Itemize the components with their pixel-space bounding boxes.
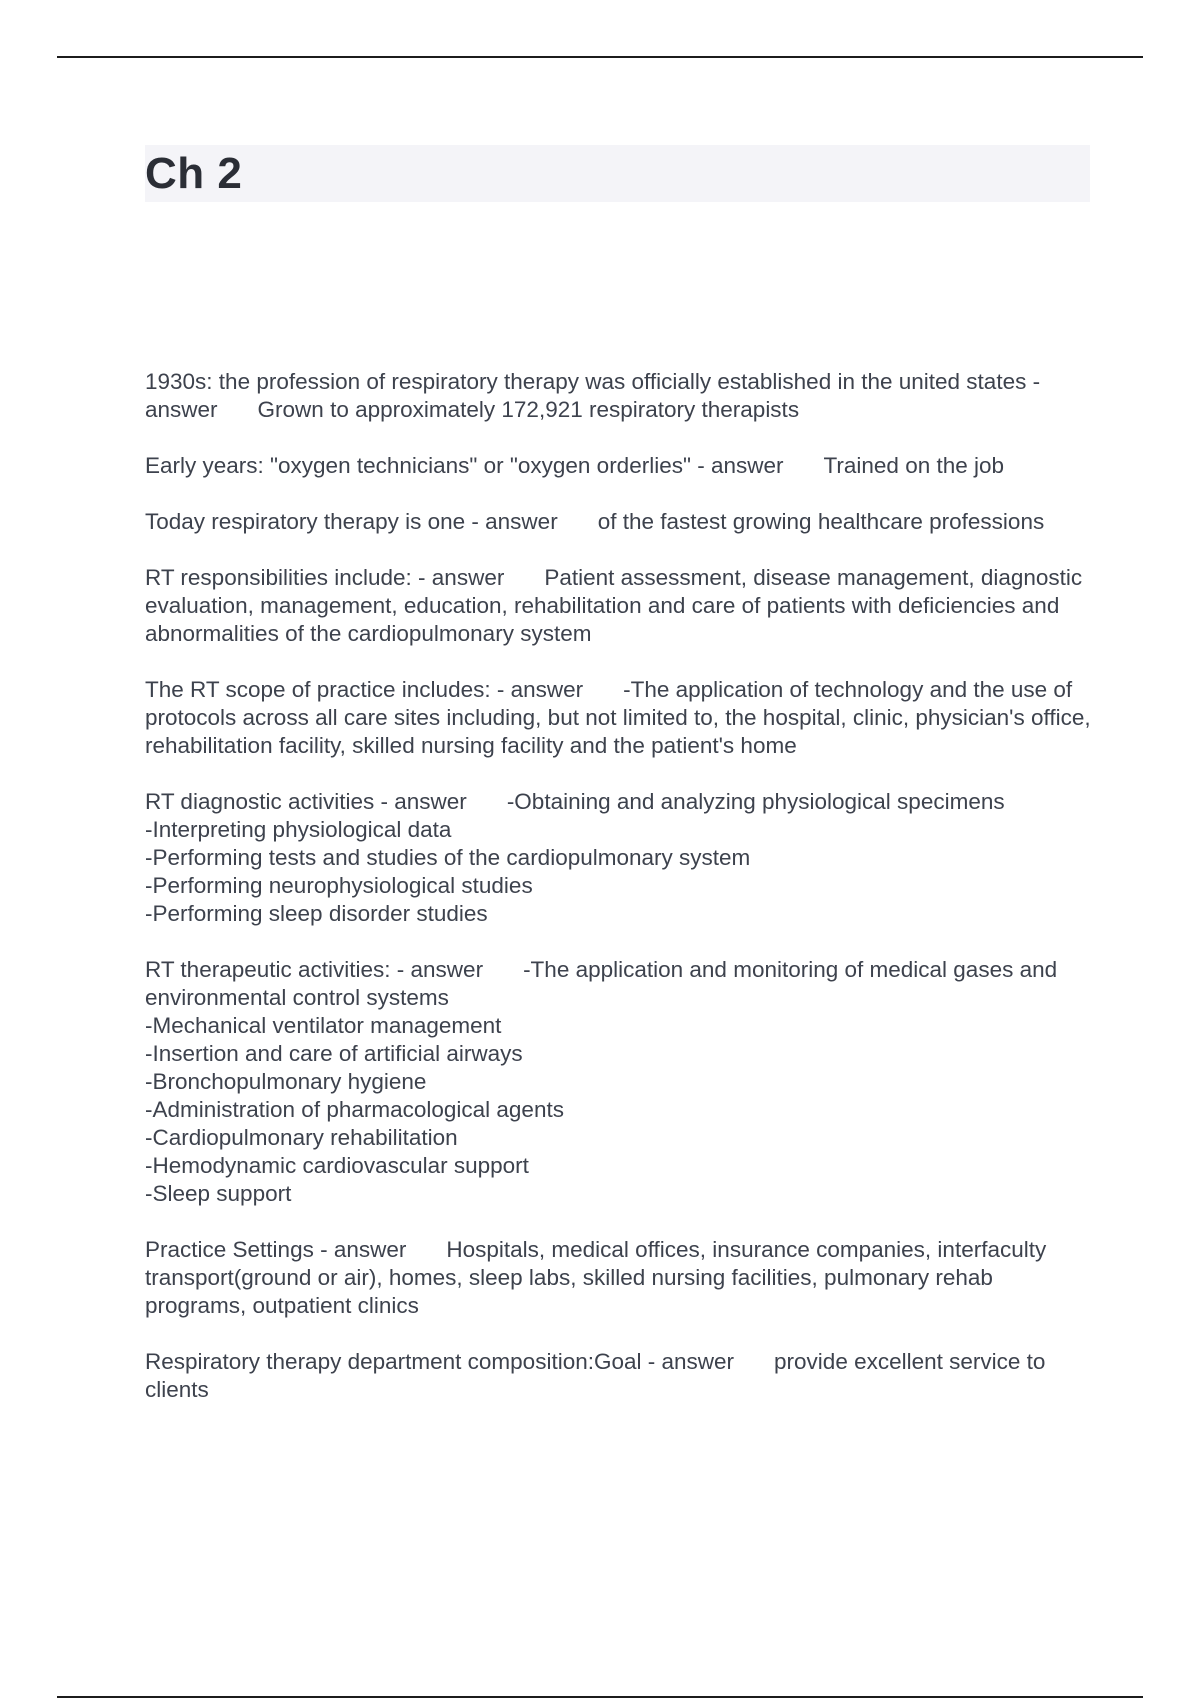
flashcard-list [145, 368, 1095, 1432]
card-question: RT therapeutic activities: - answer [145, 957, 484, 982]
card-answer: -The application and monitoring of medical gases and environmental control systems [145, 957, 1058, 1010]
flashcard [145, 788, 1095, 928]
flashcard [145, 508, 1095, 536]
card-question: Today respiratory therapy is one - answer [145, 509, 558, 534]
flashcard [145, 368, 1095, 424]
card-answer: Grown to approximately 172,921 respiratory therapists [257, 397, 800, 422]
card-answer: Hospitals, medical offices, insurance companies, interfaculty transport(ground or air), homes, sleep labs, skilled nursing facilities, pulmonary rehab programs, outpatient clinics [145, 1237, 1047, 1318]
card-answer-line: -Administration of pharmacological agents [145, 1097, 564, 1122]
card-answer: -Obtaining and analyzing physiological specimens [506, 789, 1005, 814]
card-answer-line: -Sleep support [145, 1181, 292, 1206]
card-answer-line: -Bronchopulmonary hygiene [145, 1069, 427, 1094]
card-answer-line: -Hemodynamic cardiovascular support [145, 1153, 529, 1178]
card-question: Practice Settings - answer [145, 1237, 407, 1262]
card-answer-line: -Performing neurophysiological studies [145, 873, 533, 898]
top-divider [57, 56, 1143, 58]
card-answer: Trained on the job [823, 453, 1005, 478]
card-answer-line: -Interpreting physiological data [145, 817, 452, 842]
flashcard [145, 956, 1095, 1208]
card-question: 1930s: the profession of respiratory therapy was officially established in the united states - answer [145, 369, 1041, 422]
card-question: Respiratory therapy department composition:Goal - answer [145, 1349, 735, 1374]
card-answer-line: -Mechanical ventilator management [145, 1013, 502, 1038]
card-answer-line: -Performing tests and studies of the cardiopulmonary system [145, 845, 751, 870]
card-question: RT responsibilities include: - answer [145, 565, 505, 590]
flashcard [145, 1236, 1095, 1320]
card-answer: Patient assessment, disease management, diagnostic evaluation, management, education, rehabilitation and care of patients with deficiencies and abnormalities of the cardiopulmonary system [145, 565, 1083, 646]
flashcard [145, 1348, 1095, 1404]
card-answer: -The application of technology and the use of protocols across all care sites including, but not limited to, the hospital, clinic, physician's office, rehabilitation facility, skilled nursing facility and the patient's home [145, 677, 1091, 758]
card-answer: of the fastest growing healthcare professions [597, 509, 1045, 534]
title-banner [145, 145, 1090, 202]
card-answer-line: -Cardiopulmonary rehabilitation [145, 1125, 458, 1150]
flashcard [145, 676, 1095, 760]
card-question: RT diagnostic activities - answer [145, 789, 467, 814]
card-answer-line: -Insertion and care of artificial airways [145, 1041, 523, 1066]
card-question: The RT scope of practice includes: - answer [145, 677, 584, 702]
card-answer-line: -Performing sleep disorder studies [145, 901, 488, 926]
page-title: Ch 2 [145, 149, 243, 198]
bottom-divider [57, 1696, 1143, 1698]
card-answer: provide excellent service to clients [145, 1349, 1046, 1402]
flashcard [145, 564, 1095, 648]
card-question: Early years: "oxygen technicians" or "oxygen orderlies" - answer [145, 453, 784, 478]
flashcard [145, 452, 1095, 480]
